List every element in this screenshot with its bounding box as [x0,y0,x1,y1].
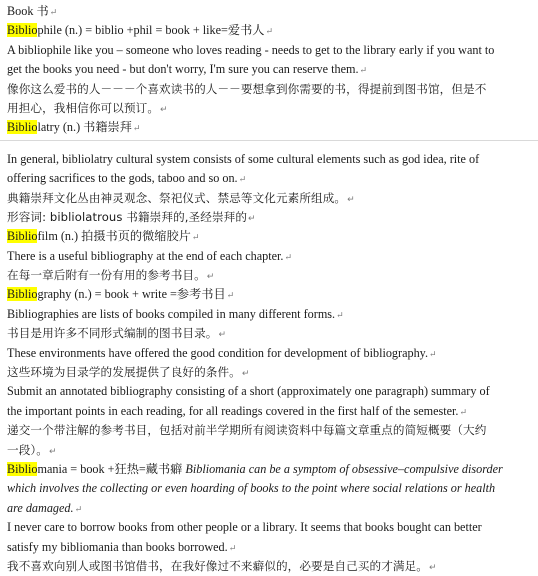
highlighted-root: Biblio [7,23,38,38]
paragraph-mark-icon: ↵ [226,290,235,301]
text-line [7,247,534,266]
text-line [7,324,534,343]
text-line [7,402,534,421]
text-segment: phile (n.) = biblio +phil = book + like=爱书人 [37,23,265,38]
text-segment: 典籍崇拜文化丛由神灵观念、祭祀仪式、禁忌等文化元素所组成。 [7,190,347,205]
text-segment: film (n.) 拍摄书页的微缩胶片 [37,229,191,244]
text-segment: graphy (n.) = book + write =参考书目 [37,287,226,302]
highlighted-root: Biblio [7,461,38,476]
text-line [7,518,534,537]
text-segment: There is a useful bibliography at the end of each chapter. [7,248,284,263]
paragraph-mark-icon: ↵ [248,213,256,224]
paragraph-mark-icon: ↵ [48,446,57,457]
text-line [7,189,534,208]
text-line [7,41,534,60]
text-line [7,266,534,285]
text-line [7,80,534,99]
text-segment: the important points in each reading, for all readings covered in the first half of the semester. [7,403,459,418]
paragraph-mark-icon: ↵ [132,123,141,134]
text-line [7,363,534,382]
text-line [7,285,534,304]
text-line [7,305,534,324]
text-line [7,382,534,401]
text-line [7,460,534,479]
text-line [7,227,534,246]
text-segment: 一段）。 [7,442,48,457]
section-divider [0,140,538,149]
text-segment: mania = book +狂热=藏书癖 [37,461,186,476]
text-line [7,557,534,576]
text-line [7,344,534,363]
text-segment: are damaged. [7,500,74,515]
text-line [7,99,534,118]
text-segment: latry (n.) 书籍崇拜 [37,120,132,135]
paragraph-mark-icon: ↵ [206,272,215,283]
text-segment: 我不喜欢向别人或图书馆借书，在我好像过不来癖似的，必要是自己买的才满足。 [7,558,428,573]
text-segment: These environments have offered the good condition for development of bibliography. [7,345,429,360]
text-line [7,421,534,440]
paragraph-mark-icon: ↵ [191,232,200,243]
text-line [7,60,534,79]
text-line [7,538,534,557]
text-segment: get the books you need - but don't worry, I'm sure you can reserve them. [7,62,359,77]
text-line [7,118,534,137]
text-line [7,150,534,169]
paragraph-mark-icon: ↵ [238,174,247,185]
paragraph-mark-icon: ↵ [429,348,437,359]
text-line [7,479,534,498]
text-line [7,208,534,227]
text-segment: 递交一个带注解的参考书目，包括对前半学期所有阅读资料中每篇文章重点的简短概要（大约 [7,423,487,438]
text-segment: In general, bibliolatry cultural system consists of some cultural elements such as god idea, rite of [7,151,480,166]
highlighted-root: Biblio [7,229,38,244]
text-segment: 像你这么爱书的人－－－个喜欢读书的人－－要想拿到你需要的书，得提前到图书馆，但是不 [7,81,487,96]
text-segment: Submit an annotated bibliography consisting of a short (approximately one paragraph) summary of [7,384,490,399]
paragraph-mark-icon: ↵ [228,542,237,553]
paragraph-mark-icon: ↵ [265,26,274,37]
text-segment: Book 书 [7,4,49,18]
paragraph-mark-icon: ↵ [74,503,83,514]
text-segment: which involves the collecting or even hoarding of books to the point where social relations or health [7,481,496,496]
text-segment: Bibliographies are lists of books compiled in many different forms. [7,306,336,321]
paragraph-mark-icon: ↵ [336,309,344,320]
text-line [7,2,534,21]
text-segment: 这些环境为目录学的发展提供了良好的条件。 [7,365,241,380]
paragraph-mark-icon: ↵ [284,251,293,262]
text-segment: satisfy my bibliomania than books borrowed. [7,539,228,554]
paragraph-mark-icon: ↵ [459,406,468,417]
text-segment: 书目是用许多不同形式编制的图书目录。 [7,326,218,341]
text-line [7,499,534,518]
text-segment: I never care to borrow books from other people or a library. It seems that books bought can better [7,520,482,535]
text-line [7,441,534,460]
highlighted-root: Biblio [7,120,38,135]
text-segment: 在每一章后附有一份有用的参考书目。 [7,268,206,283]
text-segment: 用担心，我相信你可以预订。 [7,100,160,115]
paragraph-mark-icon: ↵ [428,562,437,573]
text-segment: offering sacrifices to the gods, taboo and so on. [7,171,238,186]
paragraph-mark-icon: ↵ [160,104,168,115]
paragraph-mark-icon: ↵ [359,65,368,76]
highlighted-root: Biblio [7,287,38,302]
text-segment: A bibliophile like you – someone who loves reading - needs to get to the library early if you want to [7,42,495,57]
text-segment: Bibliomania can be a symptom of obsessive–compulsive disorder [185,461,503,476]
text-line [7,21,534,40]
paragraph-mark-icon: ↵ [49,7,58,17]
text-line [7,169,534,188]
paragraph-mark-icon: ↵ [347,194,355,205]
paragraph-mark-icon: ↵ [241,369,250,380]
text-segment: 形容词: bibliolatrous 书籍崇拜的,圣经崇拜的 [7,209,248,224]
paragraph-mark-icon: ↵ [218,330,227,341]
